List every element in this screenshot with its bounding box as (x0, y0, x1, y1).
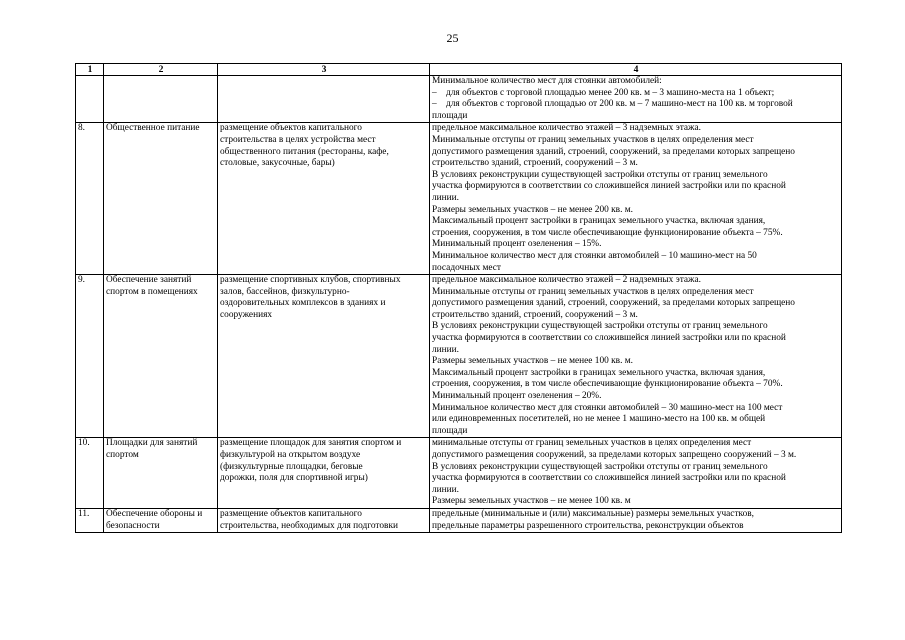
cell-description (218, 275, 430, 438)
text-line: Минимальное количество мест для стоянки автомобилей – 30 машино-мест на 100 мест (432, 402, 783, 413)
header-col-3: 3 (218, 64, 430, 76)
text-line: Минимальные отступы от границ земельных участков в целях определения мест (432, 134, 754, 145)
text-line: залов, бассейнов, физкультурно- (220, 286, 350, 297)
cell-num (76, 76, 104, 123)
text-line: строения, сооружения, в том числе обеспечивающие функционирование объекта – 70%. (432, 379, 783, 390)
text-line: Минимальные отступы от границ земельных участков в целях определения мест (432, 286, 754, 297)
text-line: размещение спортивных клубов, спортивных (220, 275, 401, 286)
text-line: участка формируются в соответствии со сложившейся линией застройки или по красной (432, 181, 786, 192)
text-line: Минимальное количество мест для стоянки автомобилей – 10 машино-мест на 50 (432, 250, 757, 261)
text-line: В условиях реконструкции существующей застройки отступы от границ земельного (432, 461, 768, 472)
text-line: линии. (432, 484, 460, 495)
header-col-1: 1 (76, 64, 104, 76)
text-line: оздоровительных комплексов в зданиях и (220, 298, 386, 309)
text-line: строения, сооружения, в том числе обеспечивающие функционирование объекта – 75%. (432, 227, 783, 238)
text-line: предельные (минимальные и (или) максимальные) размеры земельных участков, (432, 508, 755, 519)
text-line: дорожки, поля для спортивной игры) (220, 473, 368, 484)
cell-description (218, 508, 430, 532)
text-line: (физкультурные площадки, беговые (220, 461, 363, 472)
text-line: безопасности (106, 520, 160, 531)
table-row-8 (76, 123, 842, 275)
text-line: Размеры земельных участков – не менее 100 кв. м. (432, 356, 633, 367)
text-line: допустимого размещения сооружений, за пределами которых запрещено сооружений – 3 м. (432, 450, 797, 460)
text-line: Общественное питание (106, 123, 200, 134)
table-row-continued (76, 76, 842, 123)
cell-parameters (430, 76, 842, 123)
cell-name (104, 76, 218, 123)
text-line: размещение объектов капитального (220, 123, 362, 134)
text-line: строительства, необходимых для подготовки (220, 520, 399, 531)
text-line: Обеспечение занятий (106, 275, 192, 286)
text-line: сооружениях (220, 309, 273, 320)
text-line: размещение площадок для занятия спортом и (220, 438, 402, 449)
cell-num: 8. (76, 123, 104, 275)
table-header-row (76, 64, 842, 76)
text-line: столовые, закусочные, бары) (220, 158, 335, 169)
text-line: Площадки для занятий (106, 438, 198, 449)
cell-name (104, 275, 218, 438)
table-row-9 (76, 275, 842, 438)
text-line: спортом в помещениях (106, 286, 198, 297)
text-line: площади (432, 425, 468, 436)
cell-parameters (430, 275, 842, 438)
text-line: Минимальное количество мест для стоянки автомобилей: (432, 76, 662, 86)
table-row-10 (76, 438, 842, 509)
table-row-11 (76, 508, 842, 532)
text-line: Минимальный процент озеленения – 20%. (432, 391, 602, 402)
text-line: предельные параметры разрешенного строительства, реконструкции объектов (432, 520, 744, 531)
cell-description (218, 76, 430, 123)
text-line: посадочных мест (432, 262, 502, 273)
text-line: строительство зданий, строений, сооружений – 3 м. (432, 309, 638, 320)
text-line: физкультурой на открытом воздухе (220, 450, 361, 460)
text-line: Максимальный процент застройки в границах земельного участка, включая здания, (432, 367, 766, 378)
text-line: Размеры земельных участков – не менее 100 кв. м (432, 496, 631, 507)
cell-description (218, 123, 430, 275)
cell-num: 9. (76, 275, 104, 438)
text-line: строительства в целях устройства мест (220, 134, 376, 145)
cell-name (104, 508, 218, 532)
zoning-parameters-table (75, 63, 842, 533)
text-line: допустимого размещения зданий, строений, сооружений, за пределами которых запрещено (432, 298, 795, 309)
text-line: предельное максимальное количество этажей – 2 надземных этажа. (432, 275, 701, 286)
text-line: предельное максимальное количество этажей – 3 надземных этажа. (432, 123, 701, 134)
page-number: 25 (446, 31, 459, 45)
text-line: или единовременных посетителей, но не менее 1 машино-место на 100 кв. м общей (432, 414, 766, 425)
text-line: линии. (432, 344, 460, 355)
text-line: допустимого размещения зданий, строений, сооружений, за пределами которых запрещено (432, 146, 795, 157)
text-line: спортом (106, 450, 139, 460)
text-line: – для объектов с торговой площадью от 200 кв. м – 7 машино-мест на 100 кв. м торговой (432, 99, 793, 110)
text-line: Максимальный процент застройки в границах земельного участка, включая здания, (432, 216, 766, 227)
text-line: площади (432, 110, 468, 121)
cell-parameters (430, 508, 842, 532)
cell-name (104, 123, 218, 275)
cell-parameters (430, 438, 842, 509)
text-line: – для объектов с торговой площадью менее 200 кв. м – 3 машино-места на 1 объект; (432, 87, 775, 98)
text-line: Размеры земельных участков – не менее 200 кв. м. (432, 204, 633, 215)
text-line: В условиях реконструкции существующей застройки отступы от границ земельного (432, 169, 768, 180)
header-col-2: 2 (104, 64, 218, 76)
cell-num: 10. (76, 438, 104, 509)
cell-description (218, 438, 430, 509)
text-line: Обеспечение обороны и (106, 508, 203, 519)
cell-name (104, 438, 218, 509)
text-line: участка формируются в соответствии со сложившейся линией застройки или по красной (432, 473, 786, 484)
cell-parameters (430, 123, 842, 275)
text-line: участка формируются в соответствии со сложившейся линией застройки или по красной (432, 333, 786, 344)
text-line: строительство зданий, строений, сооружений – 3 м. (432, 158, 638, 169)
text-line: минимальные отступы от границ земельных участков в целях определения мест (432, 438, 752, 449)
text-line: линии. (432, 192, 460, 203)
text-line: общественного питания (рестораны, кафе, (220, 146, 389, 157)
cell-num: 11. (76, 508, 104, 532)
text-line: В условиях реконструкции существующей застройки отступы от границ земельного (432, 321, 768, 332)
header-col-4: 4 (430, 64, 842, 76)
text-line: Минимальный процент озеленения – 15%. (432, 239, 602, 250)
text-line: размещение объектов капитального (220, 508, 362, 519)
